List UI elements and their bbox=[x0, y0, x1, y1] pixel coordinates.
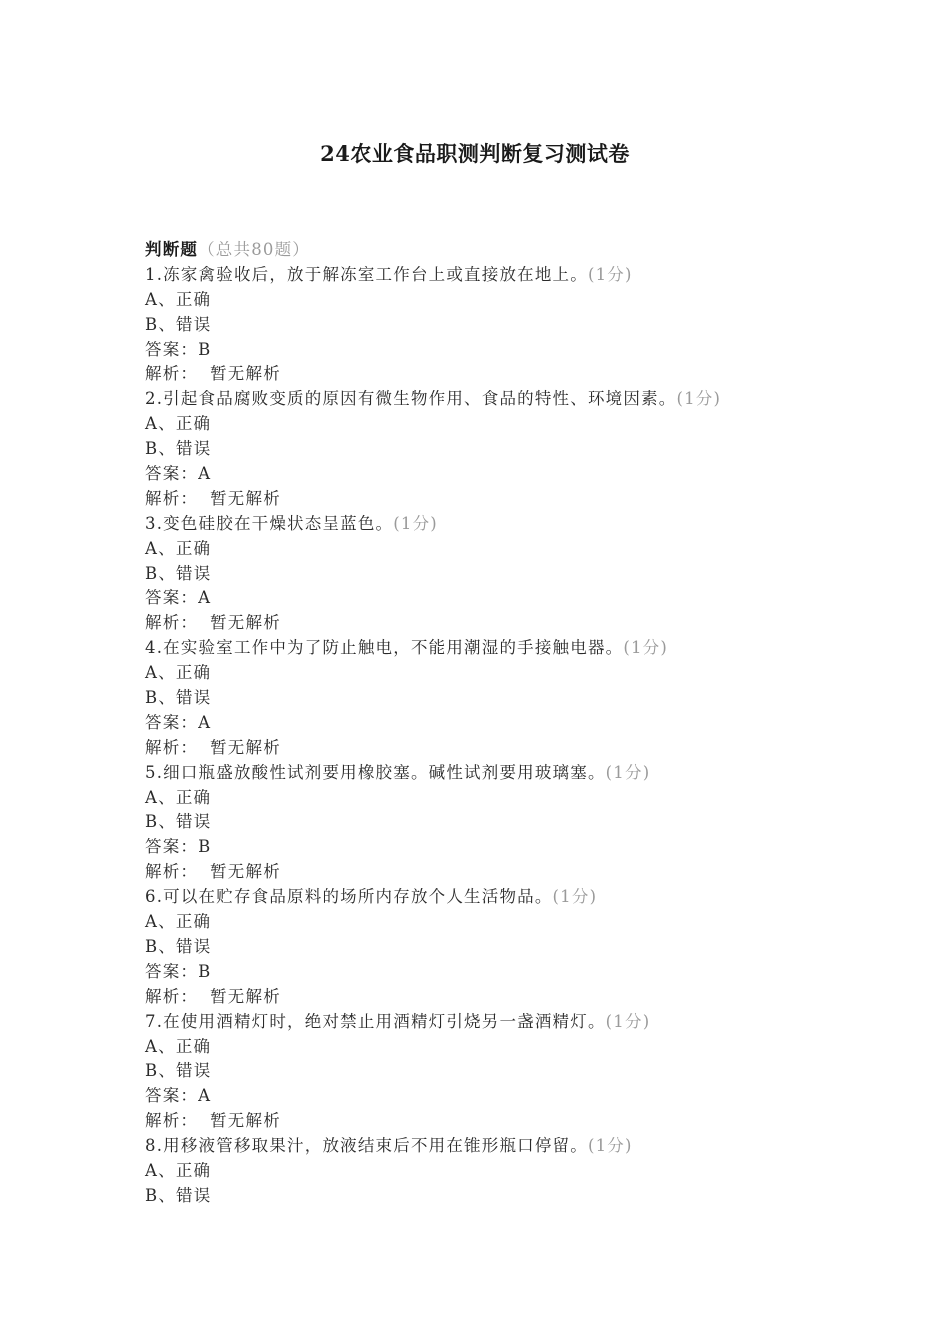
analysis-label: 解析： bbox=[145, 613, 199, 633]
question-stem bbox=[145, 512, 845, 537]
answer-line: 答案：B bbox=[145, 339, 212, 359]
question-stem bbox=[145, 1134, 845, 1159]
answer-line: 答案：B bbox=[145, 837, 212, 857]
question-text: 8.用移液管移取果汁，放液结束后不用在锥形瓶口停留。 bbox=[145, 1136, 588, 1156]
question-score: (1分) bbox=[587, 264, 633, 284]
question-score: (1分) bbox=[676, 389, 722, 409]
option-b: B、错误 bbox=[145, 688, 212, 708]
question-stem bbox=[145, 885, 845, 910]
question-stem bbox=[145, 387, 845, 412]
option-b: B、错误 bbox=[145, 314, 212, 334]
option-b: B、错误 bbox=[145, 439, 212, 459]
question-score: (1分) bbox=[623, 638, 669, 658]
question-stem bbox=[145, 636, 845, 661]
analysis-text: 暂无解析 bbox=[210, 364, 281, 384]
analysis-label: 解析： bbox=[145, 488, 199, 508]
analysis-text: 暂无解析 bbox=[210, 1111, 281, 1131]
option-a: A、正确 bbox=[145, 1036, 212, 1056]
question-stem bbox=[145, 1010, 845, 1035]
question-score: (1分) bbox=[587, 1136, 633, 1156]
option-a: A、正确 bbox=[145, 663, 212, 683]
question-text: 6.可以在贮存食品原料的场所内存放个人生活物品。 bbox=[145, 887, 553, 907]
analysis-text: 暂无解析 bbox=[210, 862, 281, 882]
answer-line: 答案：A bbox=[145, 588, 212, 608]
question-text: 1.冻家禽验收后，放于解冻室工作台上或直接放在地上。 bbox=[145, 264, 588, 284]
analysis-line bbox=[145, 736, 845, 761]
question-list bbox=[145, 238, 845, 1209]
answer-line: 答案：A bbox=[145, 1086, 212, 1106]
question-score: (1分) bbox=[605, 762, 651, 782]
analysis-text: 暂无解析 bbox=[210, 613, 281, 633]
option-b: B、错误 bbox=[145, 563, 212, 583]
analysis-text: 暂无解析 bbox=[210, 986, 281, 1006]
question-text: 3.变色硅胶在干燥状态呈蓝色。 bbox=[145, 513, 394, 533]
analysis-label: 解析： bbox=[145, 1111, 199, 1131]
analysis-label: 解析： bbox=[145, 364, 199, 384]
answer-line: 答案：B bbox=[145, 961, 212, 981]
analysis-line bbox=[145, 860, 845, 885]
analysis-line bbox=[145, 362, 845, 387]
question-score: (1分) bbox=[552, 887, 598, 907]
analysis-line bbox=[145, 985, 845, 1010]
analysis-text: 暂无解析 bbox=[210, 737, 281, 757]
answer-line: 答案：A bbox=[145, 712, 212, 732]
question-text: 2.引起食品腐败变质的原因有微生物作用、食品的特性、环境因素。 bbox=[145, 389, 677, 409]
question-score: (1分) bbox=[605, 1011, 651, 1031]
analysis-line bbox=[145, 487, 845, 512]
option-b: B、错误 bbox=[145, 1185, 212, 1205]
analysis-text: 暂无解析 bbox=[210, 488, 281, 508]
analysis-line bbox=[145, 1109, 845, 1134]
section-count-note: （总共80题） bbox=[198, 240, 311, 259]
option-a: A、正确 bbox=[145, 289, 212, 309]
analysis-line bbox=[145, 611, 845, 636]
analysis-label: 解析： bbox=[145, 862, 199, 882]
answer-line: 答案：A bbox=[145, 464, 212, 484]
option-a: A、正确 bbox=[145, 912, 212, 932]
question-text: 5.细口瓶盛放酸性试剂要用橡胶塞。碱性试剂要用玻璃塞。 bbox=[145, 762, 606, 782]
question-stem bbox=[145, 263, 845, 288]
analysis-label: 解析： bbox=[145, 986, 199, 1006]
option-a: A、正确 bbox=[145, 538, 212, 558]
option-a: A、正确 bbox=[145, 414, 212, 434]
document-title: 24农业食品职测判断复习测试卷 bbox=[320, 141, 630, 166]
option-b: B、错误 bbox=[145, 1061, 212, 1081]
option-a: A、正确 bbox=[145, 1160, 212, 1180]
question-stem bbox=[145, 761, 845, 786]
option-b: B、错误 bbox=[145, 812, 212, 832]
section-label: 判断题 bbox=[145, 240, 199, 259]
option-a: A、正确 bbox=[145, 787, 212, 807]
question-text: 4.在实验室工作中为了防止触电，不能用潮湿的手接触电器。 bbox=[145, 638, 624, 658]
question-score: (1分) bbox=[393, 513, 438, 533]
analysis-label: 解析： bbox=[145, 737, 199, 757]
section-heading bbox=[145, 238, 845, 263]
option-b: B、错误 bbox=[145, 936, 212, 956]
question-text: 7.在使用酒精灯时，绝对禁止用酒精灯引烧另一盏酒精灯。 bbox=[145, 1011, 606, 1031]
